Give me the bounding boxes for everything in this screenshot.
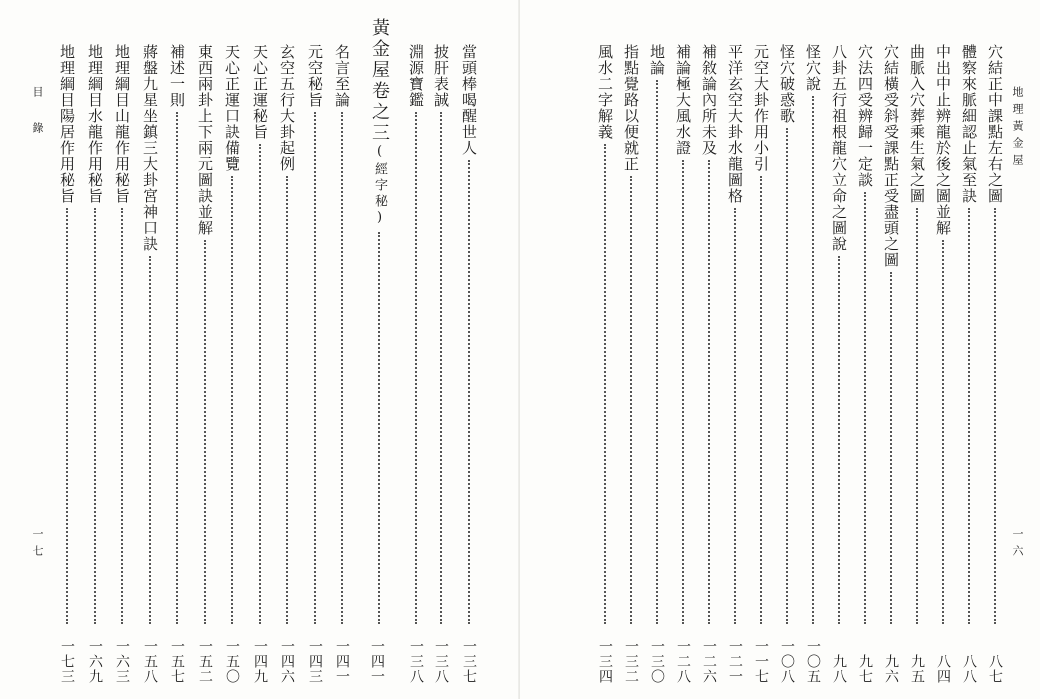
toc-entry-title: 蔣盤九星坐鎮三大卦宮神口訣 — [141, 44, 159, 252]
toc-entry-title: 怪穴破惑歌 — [778, 44, 796, 124]
dot-leader — [259, 144, 261, 624]
toc-entry-page: 一四六 — [279, 639, 295, 684]
toc-entry-title: 補論極大風水證 — [674, 44, 692, 156]
toc-entry — [932, 44, 954, 684]
toc-entry-page: 一五〇 — [224, 639, 240, 684]
toc-entry-page: 一五七 — [169, 639, 185, 684]
toc-entry — [594, 44, 616, 684]
dot-leader — [708, 160, 710, 624]
volume-heading-title — [366, 18, 392, 228]
toc-entry-page: 一三二 — [623, 639, 639, 684]
running-title: 地理黃金屋 — [1011, 86, 1024, 171]
toc-entry-page: 一二一 — [727, 639, 743, 684]
toc-entry-title: 體察來脈細認止氣至訣 — [960, 44, 978, 204]
toc-entry-page: 一四九 — [252, 639, 268, 684]
toc-entry-page: 一三四 — [597, 639, 613, 684]
toc-entry-page: 一一七 — [753, 639, 769, 684]
toc-entry — [984, 44, 1006, 684]
dot-leader — [204, 240, 206, 624]
toc-entry — [458, 44, 480, 684]
toc-entry — [776, 44, 798, 684]
toc-entry — [304, 44, 326, 684]
dot-leader — [231, 176, 233, 624]
toc-entry-page: 九五 — [909, 654, 925, 684]
toc-entry — [620, 44, 642, 684]
toc-entry — [854, 44, 876, 684]
volume-note: (經字秘) — [372, 144, 387, 228]
right-folio: 一六 — [1011, 528, 1024, 562]
toc-entry-title: 披肝表誠 — [432, 44, 450, 108]
toc-entry-title: 淵源寶鑑 — [407, 44, 425, 108]
dot-leader — [734, 208, 736, 624]
toc-entry — [828, 44, 850, 684]
dot-leader — [66, 208, 68, 624]
toc-entry-title: 天心正運秘旨 — [251, 44, 269, 140]
toc-entry-page: 一二六 — [701, 639, 717, 684]
left-folio: 一七 — [31, 528, 44, 562]
dot-leader — [604, 144, 606, 624]
dot-leader — [176, 112, 178, 624]
toc-entry-title: 補敘論內所未及 — [700, 44, 718, 156]
toc-entry-page: 一五八 — [142, 639, 158, 684]
toc-entry-title: 地理綱目水龍作用秘旨 — [86, 44, 104, 204]
toc-entry — [802, 44, 824, 684]
section-label: 目 錄 — [31, 86, 44, 139]
toc-entry-title: 補述一則 — [168, 44, 186, 108]
volume-heading — [366, 18, 392, 684]
dot-leader — [656, 80, 658, 624]
toc-entry-page: 一六九 — [87, 639, 103, 684]
dot-leader — [760, 176, 762, 624]
toc-entry — [405, 44, 427, 684]
toc-entry-page: 一三〇 — [649, 639, 665, 684]
dot-leader — [890, 272, 892, 624]
toc-entry-page: 一六三 — [114, 639, 130, 684]
toc-entry-page: 八四 — [935, 654, 951, 684]
toc-entry-title: 風水二字解義 — [596, 44, 614, 140]
toc-entry — [56, 44, 78, 684]
dot-leader — [341, 112, 343, 624]
toc-entry-title: 穴結橫受斜受課點正受盡頭之圖 — [882, 44, 900, 268]
dot-leader — [838, 256, 840, 624]
toc-entry-title: 地理綱目陽居作用秘旨 — [58, 44, 76, 204]
toc-entry — [221, 44, 243, 684]
volume-title: 黃金屋卷之三 — [369, 18, 390, 144]
toc-entry — [84, 44, 106, 684]
toc-entry — [698, 44, 720, 684]
toc-entry-title: 平洋玄空大卦水龍圖格 — [726, 44, 744, 204]
toc-entry-page: 一〇八 — [779, 639, 795, 684]
toc-entry-page: 九八 — [831, 654, 847, 684]
toc-entry — [111, 44, 133, 684]
toc-entry-page: 一三八 — [408, 639, 424, 684]
toc-entry-title: 八卦五行祖根龍穴立命之圖說 — [830, 44, 848, 252]
toc-entry-title: 地理綱目山龍作用秘旨 — [113, 44, 131, 204]
toc-entry-title: 怪穴說 — [804, 44, 822, 92]
toc-entry — [906, 44, 928, 684]
toc-entry — [194, 44, 216, 684]
dot-leader — [786, 128, 788, 624]
toc-entry-title: 玄空五行大卦起例 — [278, 44, 296, 172]
toc-entry-page: 一三八 — [433, 639, 449, 684]
toc-entry-title: 穴結正中課點左右之圖 — [986, 44, 1004, 204]
toc-entry-title: 地論 — [648, 44, 666, 76]
toc-entry-page: 一三七 — [461, 639, 477, 684]
toc-entry — [672, 44, 694, 684]
dot-leader — [94, 208, 96, 624]
toc-entry-page: 八七 — [987, 654, 1003, 684]
dot-leader — [682, 160, 684, 624]
toc-entry — [880, 44, 902, 684]
toc-entry-title: 曲脈入穴葬乘生氣之圖 — [908, 44, 926, 204]
dot-leader — [994, 208, 996, 624]
dot-leader — [864, 192, 866, 624]
dot-leader — [630, 176, 632, 624]
toc-entry-title: 名言至論 — [333, 44, 351, 108]
dot-leader — [286, 176, 288, 624]
toc-entry — [724, 44, 746, 684]
toc-entry — [958, 44, 980, 684]
dot-leader — [468, 160, 470, 624]
toc-entry-page: 九七 — [857, 654, 873, 684]
toc-entry-title: 穴法四受辨歸一定談 — [856, 44, 874, 188]
toc-entry-page: 一二八 — [675, 639, 691, 684]
toc-entry-page: 一四一 — [334, 639, 350, 684]
toc-entry-title: 天心正運口訣備覽 — [223, 44, 241, 172]
toc-entry-title: 東西兩卦上下兩元圖訣並解 — [196, 44, 214, 236]
right-page — [520, 0, 1040, 699]
dot-leader — [942, 240, 944, 624]
volume-page: 一四一 — [369, 639, 385, 684]
toc-entry — [276, 44, 298, 684]
toc-entry — [249, 44, 271, 684]
dot-leader — [149, 256, 151, 624]
toc-entry-page: 一七三 — [59, 639, 75, 684]
toc-entry-page: 八八 — [961, 654, 977, 684]
toc-entry — [139, 44, 161, 684]
dot-leader — [121, 208, 123, 624]
toc-entry — [430, 44, 452, 684]
dot-leader — [440, 112, 442, 624]
toc-entry-page: 一〇五 — [805, 639, 821, 684]
toc-entry-title: 中出中止辨龍於後之圖並解 — [934, 44, 952, 236]
toc-entry — [331, 44, 353, 684]
toc-entry-page: 一四三 — [307, 639, 323, 684]
toc-entry — [750, 44, 772, 684]
toc-entry-page: 九六 — [883, 654, 899, 684]
dot-leader — [314, 112, 316, 624]
toc-entry — [646, 44, 668, 684]
toc-entry — [166, 44, 188, 684]
dot-leader — [916, 208, 918, 624]
dot-leader — [812, 96, 814, 624]
toc-entry-title: 當頭棒喝醒世人 — [460, 44, 478, 156]
dot-leader — [968, 208, 970, 624]
toc-entry-title: 元空大卦作用小引 — [752, 44, 770, 172]
toc-entry-page: 一五二 — [197, 639, 213, 684]
toc-entry-title: 元空秘旨 — [306, 44, 324, 108]
toc-entry-title: 指點覺路以便就正 — [622, 44, 640, 172]
dot-leader — [415, 112, 417, 624]
dot-leader — [378, 232, 380, 624]
